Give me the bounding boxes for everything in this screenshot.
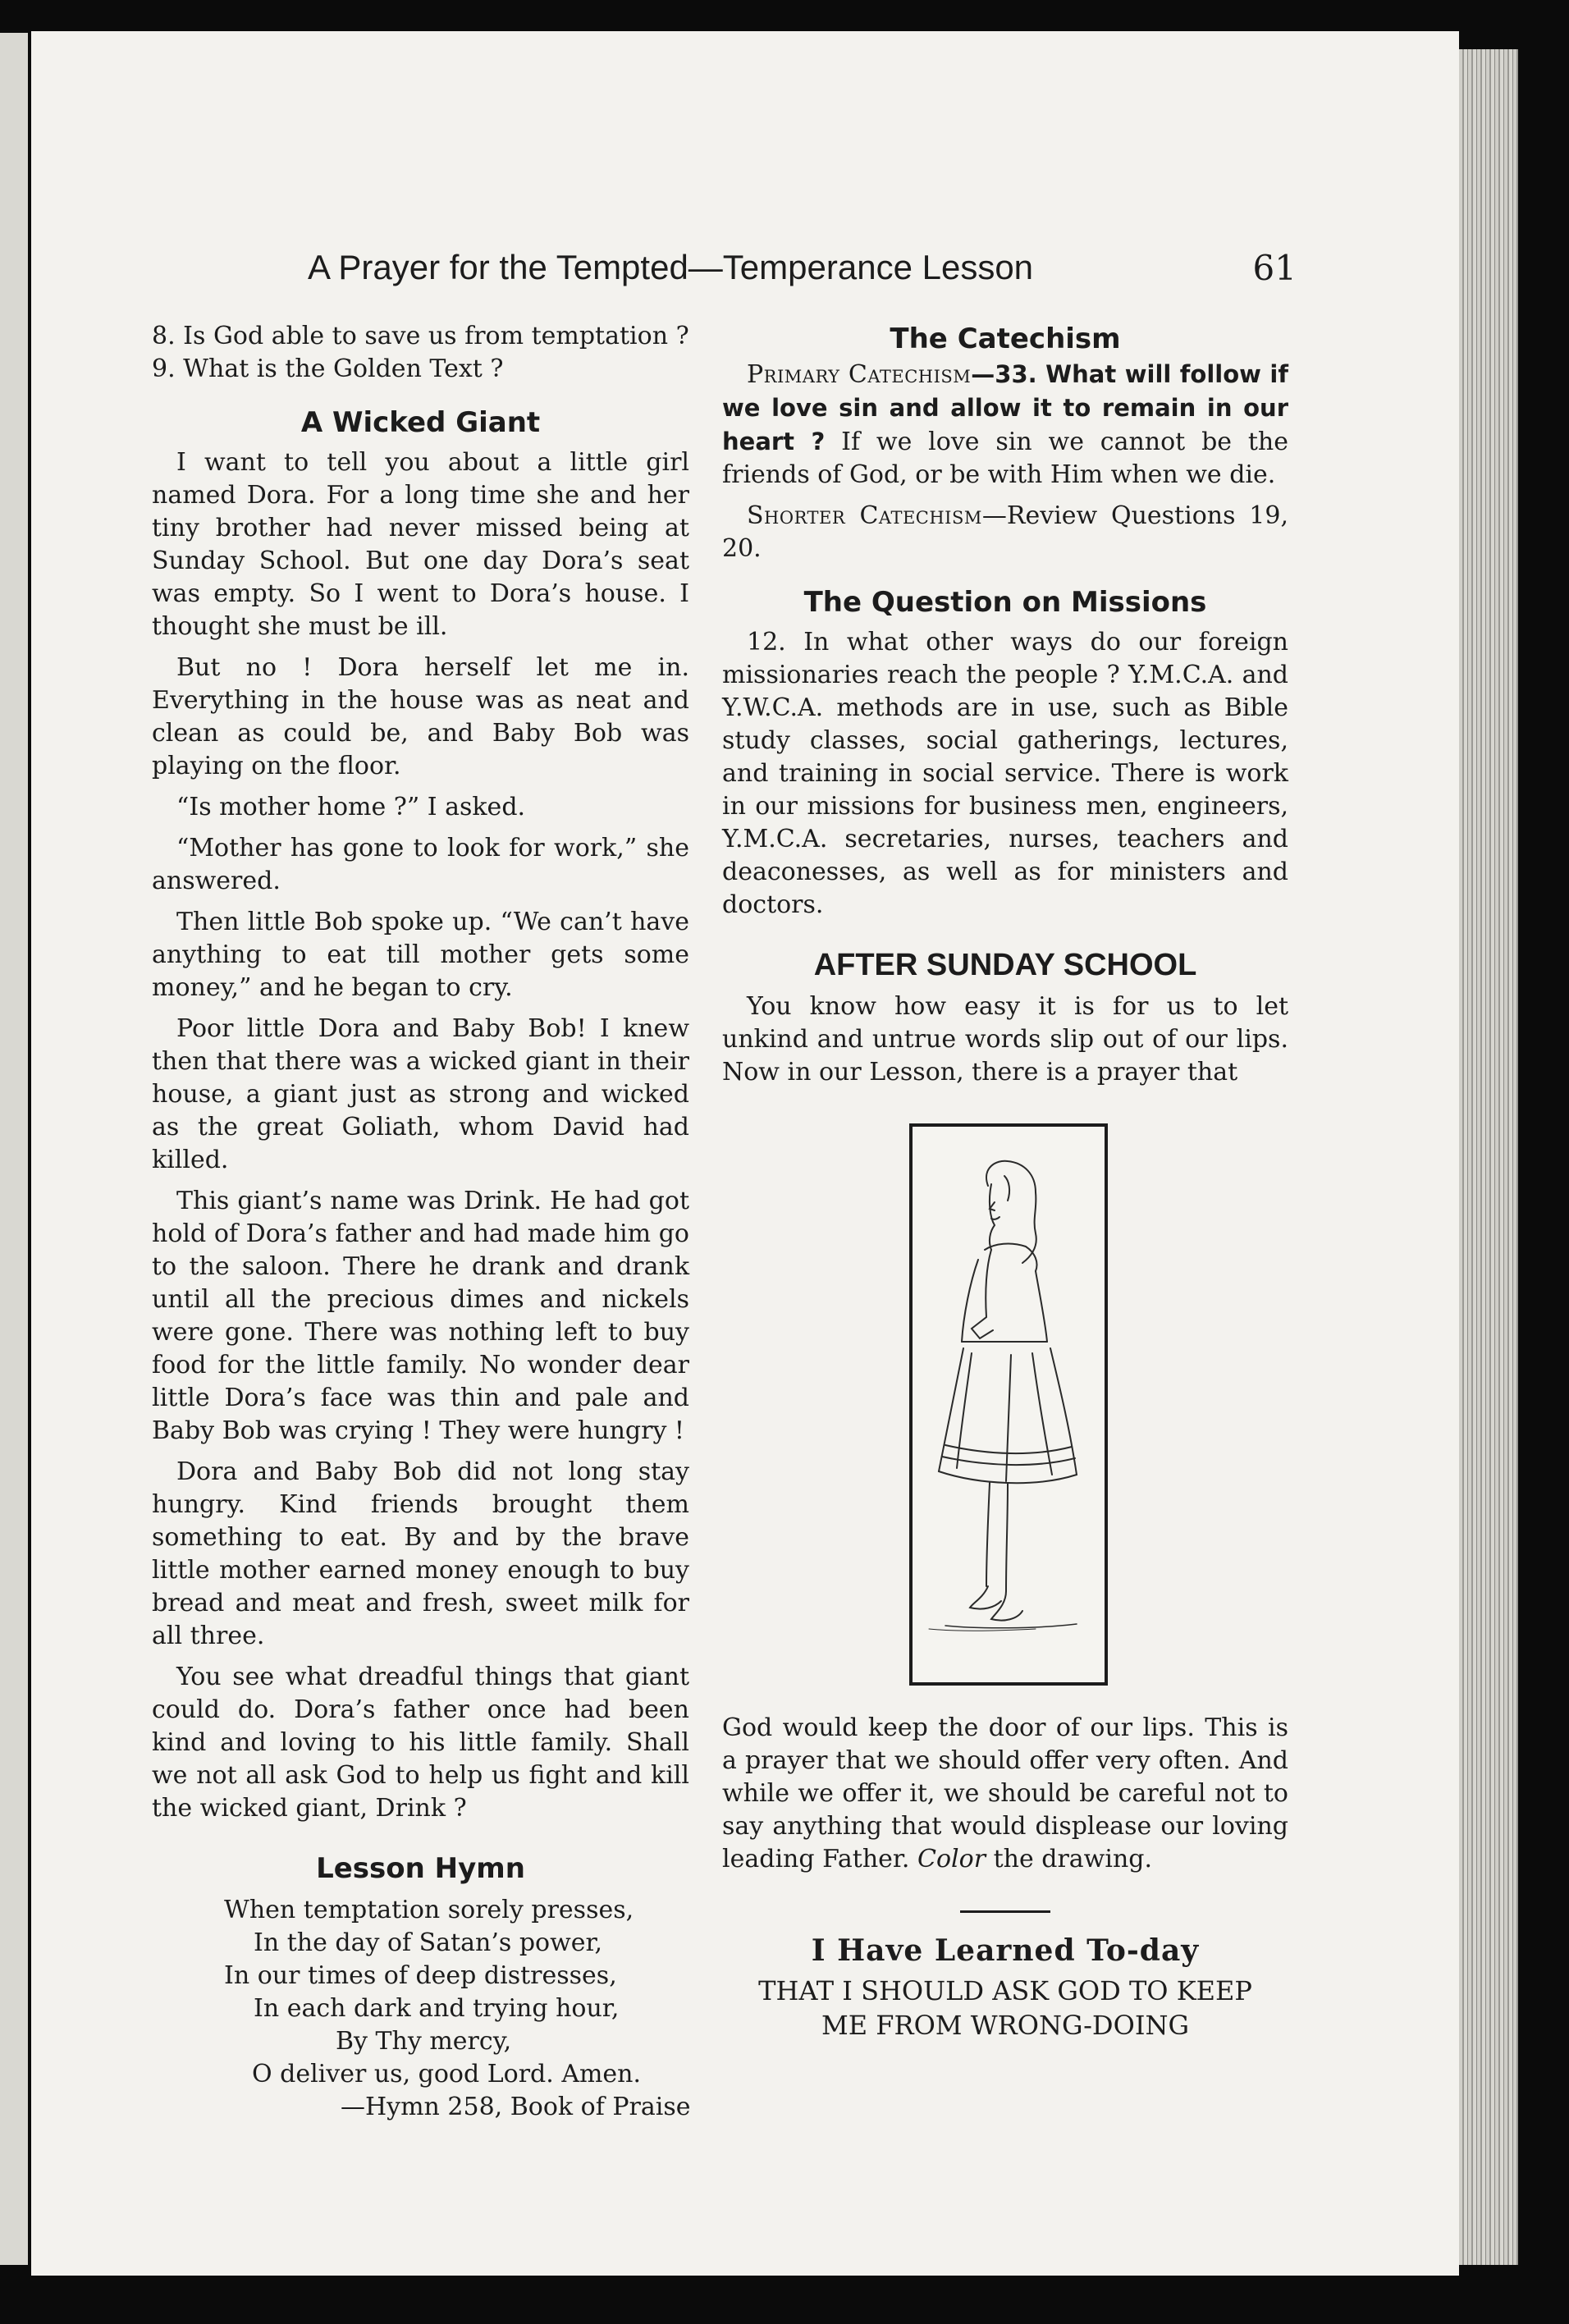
- shorter-catechism-text: —Review Questions 19, 20.: [722, 501, 1288, 563]
- after-paragraph-tail: the drawing.: [986, 1845, 1152, 1873]
- story-paragraph: “Is mother home ?” I asked.: [176, 793, 526, 821]
- wicked-giant-heading: A Wicked Giant: [300, 406, 541, 439]
- question-8: 8. Is God able to save us from temptation ?: [152, 322, 689, 350]
- story-paragraph: Dora and Baby Bob did not long stay hungry. Kind friends brought them something to eat. By and by the brave little mother earned money enough to buy bread and meat and fresh, sweet milk for all three.: [152, 1457, 689, 1650]
- story-paragraph: But no ! Dora herself let me in. Everything in the house was as neat and clean as could be, and Baby Bob was playing on the floor.: [152, 653, 689, 780]
- girl-drawing-frame: [909, 1123, 1108, 1686]
- missions-heading: The Question on Missions: [803, 586, 1207, 619]
- hymn-line: O deliver us, good Lord. Amen.: [252, 2060, 642, 2088]
- after-paragraph-continuation: God would keep the door of our lips. This is a prayer that we should offer very often. And while we offer it, we should be careful not to say anything that would displease our loving leading Father.: [722, 1713, 1288, 1873]
- story-paragraph: I want to tell you about a little girl named Dora. For a long time she and her tiny brother had never missed being at Sunday School. But one day Dora’s seat was empty. So I went to Dora’s house. I thought she must be ill.: [152, 448, 689, 641]
- hymn-line: By Thy mercy,: [336, 2027, 512, 2056]
- story-paragraph: You see what dreadful things that giant could do. Dora’s father once had been kind and loving to his little family. Shall we not all ask God to help us fight and kill the wicked giant, Drink ?: [152, 1663, 689, 1823]
- catechism-heading: The Catechism: [890, 323, 1121, 355]
- page-number: 61: [1252, 248, 1297, 288]
- primary-catechism-label: Primary Catechism: [747, 360, 972, 389]
- girl-drawing-illustration: [913, 1127, 1105, 1682]
- after-paragraph-start: You know how easy it is for us to let unkind and untrue words slip out of our lips. Now in our Lesson, there is a prayer that: [722, 992, 1288, 1087]
- story-paragraph: This giant’s name was Drink. He had got hold of Dora’s father and had made him go to the saloon. There he drank and drank until all the precious dimes and nickels were gone. There was nothing left to buy food for the little family. No wonder dear little Dora’s face was thin and pale and Baby Bob was crying ! They were hungry !: [152, 1187, 689, 1445]
- primary-catechism: [722, 358, 1288, 492]
- missions-paragraph: 12. In what other ways do our foreign missionaries reach the people ? Y.M.C.A. and Y.W.C.A. methods are in use, such as Bible study classes, social gatherings, lectures, and training in social service. There is work in our missions for business men, engineers, Y.M.C.A. secretaries, nurses, teachers and deaconesses, as well as for ministers and doctors.: [722, 628, 1288, 919]
- shorter-catechism: [722, 500, 1288, 565]
- lesson-hymn-heading: Lesson Hymn: [316, 1852, 525, 1885]
- left-column: [152, 320, 689, 2124]
- primary-catechism-answer: If we love sin we cannot be the friends of God, or be with Him when we die.: [722, 428, 1288, 489]
- hymn-line: In each dark and trying hour,: [254, 1994, 620, 2023]
- hymn-line: In the day of Satan’s power,: [254, 1928, 603, 1957]
- after-sunday-school-heading: AFTER SUNDAY SCHOOL: [813, 948, 1197, 982]
- hymn-attribution: —Hymn 258, Book of Praise: [341, 2093, 691, 2121]
- previous-page-edge: [0, 33, 28, 2265]
- story-paragraph: “Mother has gone to look for work,” she answered.: [152, 834, 689, 895]
- learned-line: ME FROM WRONG-DOING: [821, 2010, 1190, 2041]
- question-9: 9. What is the Golden Text ?: [152, 355, 504, 383]
- hymn-line: When temptation sorely presses,: [224, 1896, 634, 1924]
- right-column: [722, 320, 1288, 2043]
- hymn-line: In our times of deep distresses,: [224, 1961, 617, 1990]
- color-word: Color: [917, 1845, 986, 1873]
- shorter-catechism-label: Shorter Catechism: [747, 501, 982, 530]
- story-paragraph: Poor little Dora and Baby Bob! I knew then that there was a wicked giant in their house, a giant just as strong and wicked as the great Goliath, whom David had killed.: [152, 1014, 689, 1174]
- section-divider: [960, 1910, 1050, 1913]
- learned-today-text: [722, 1974, 1288, 2043]
- learned-today-heading: I Have Learned To-day: [811, 1933, 1200, 1968]
- primary-catechism-question: —33. What will follow if we love sin and allow it to remain in our heart ?: [722, 360, 1288, 455]
- learned-line: THAT I SHOULD ASK GOD TO KEEP: [758, 1975, 1252, 2006]
- header-title: A Prayer for the Tempted—Temperance Lesson: [308, 248, 1034, 286]
- after-paragraph-end: [722, 1712, 1288, 1876]
- hymn-verse: [152, 1894, 689, 2124]
- running-header: [308, 248, 1297, 297]
- page-stack-edge: [1459, 49, 1518, 2265]
- story-paragraph: Then little Bob spoke up. “We can’t have anything to eat till mother gets some money,” and he began to cry.: [152, 908, 689, 1002]
